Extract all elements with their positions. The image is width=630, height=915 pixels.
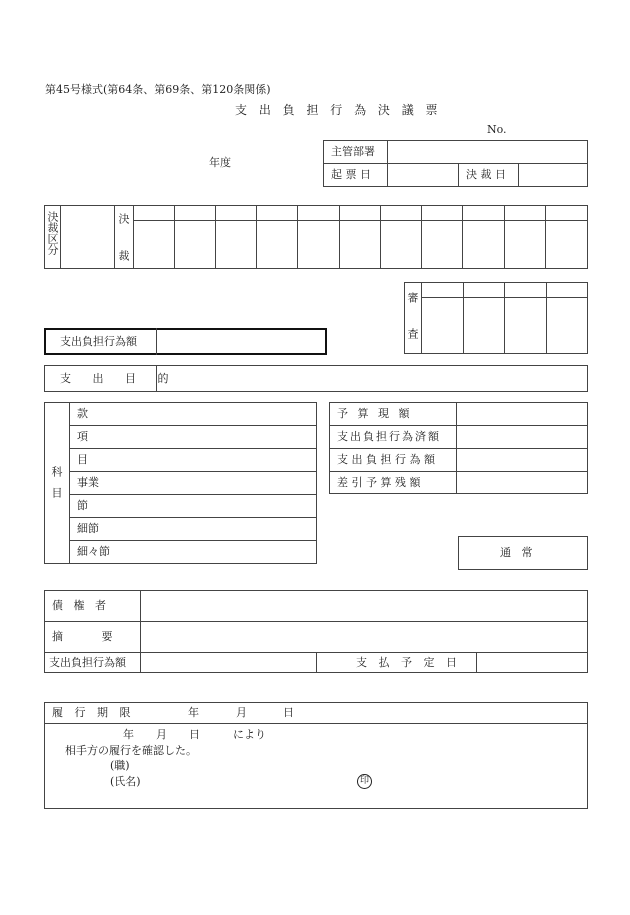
fiscal-year-label: 年度 xyxy=(209,156,231,169)
creditor-amount-field[interactable] xyxy=(141,653,315,672)
subject-row-saisetsu: 細節 xyxy=(77,522,99,535)
subject-row-kou: 項 xyxy=(77,430,88,443)
deadline-day: 日 xyxy=(283,706,294,719)
issue-date-label: 起 票 日 xyxy=(331,168,371,181)
payment-date-label: 支 払 予 定 日 xyxy=(356,656,461,669)
deadline-month: 月 xyxy=(236,706,247,719)
amount-field[interactable] xyxy=(158,330,325,353)
summary-label: 摘 要 xyxy=(52,630,113,643)
budget-remaining-label: 差 引 予 算 残 額 xyxy=(337,476,421,489)
purpose-field[interactable] xyxy=(157,366,587,391)
subject-row-saisaisetsu: 細々節 xyxy=(77,545,110,558)
creditor-amount-label: 支出負担行為額 xyxy=(49,656,126,669)
confirm-date-line: 年 月 日 により xyxy=(123,728,266,741)
decision-category-label: 決裁区分 xyxy=(46,211,59,255)
deadline-label: 履 行 期 限 xyxy=(52,706,135,719)
creditor-label: 債 権 者 xyxy=(52,599,106,612)
no-label: No. xyxy=(487,123,507,136)
decision-date-field[interactable] xyxy=(519,164,587,186)
subject-row-moku: 目 xyxy=(77,453,88,466)
subject-row-setsu: 節 xyxy=(77,499,88,512)
form-title: 支 出 負 担 行 為 決 議 票 xyxy=(235,103,442,117)
budget-current-field[interactable] xyxy=(457,403,587,424)
budget-remaining-field[interactable] xyxy=(457,472,587,493)
position-label: (職) xyxy=(110,759,130,772)
subject-row-jigyou: 事業 xyxy=(77,476,99,489)
name-label: (氏名) xyxy=(110,775,141,788)
subject-label: 科目 xyxy=(50,466,63,508)
dept-field[interactable] xyxy=(388,141,587,162)
purpose-label: 支 出 目 的 xyxy=(60,372,178,385)
budget-this-label: 支 出 負 担 行 為 額 xyxy=(337,453,435,466)
dept-label: 主管部署 xyxy=(331,145,375,158)
summary-field[interactable] xyxy=(141,622,587,651)
creditor-field[interactable] xyxy=(141,591,587,620)
audit-label: 審査 xyxy=(406,292,419,364)
deadline-year: 年 xyxy=(188,706,199,719)
amount-label: 支出負担行為額 xyxy=(60,335,137,348)
audit-grid xyxy=(404,282,588,354)
budget-committed-label: 支出負担行為済額 xyxy=(337,430,441,443)
status-label: 通 常 xyxy=(500,546,533,559)
decision-category-field[interactable] xyxy=(61,206,113,268)
confirm-text: 相手方の履行を確認した。 xyxy=(65,744,197,757)
decision-date-label: 決 裁 日 xyxy=(466,168,506,181)
budget-committed-field[interactable] xyxy=(457,426,587,447)
issue-date-field[interactable] xyxy=(388,164,457,186)
budget-this-field[interactable] xyxy=(457,449,587,470)
form-number: 第45号様式(第64条、第69条、第120条関係) xyxy=(45,83,271,96)
decision-label: 決裁 xyxy=(117,213,130,287)
payment-date-field[interactable] xyxy=(477,653,587,672)
seal-mark xyxy=(357,774,372,789)
budget-current-label: 予 算 現 額 xyxy=(337,407,413,420)
subject-row-kan: 款 xyxy=(77,407,88,420)
seal-label: 印 xyxy=(359,776,369,786)
